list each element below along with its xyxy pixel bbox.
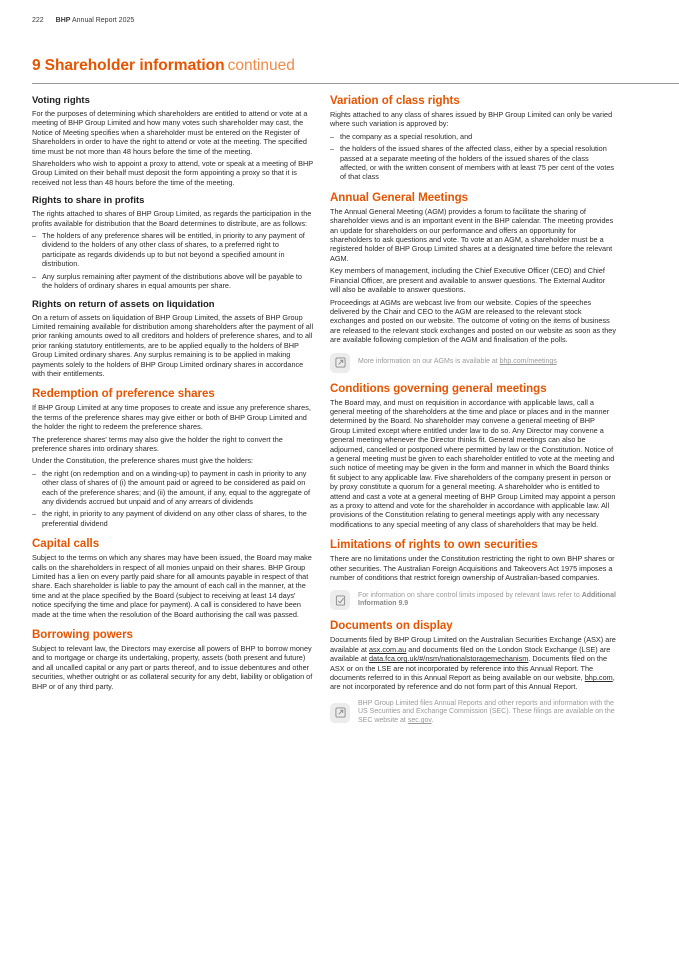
liquidation-heading: Rights on return of assets on liquidation: [32, 298, 215, 310]
sec-note: [330, 700, 616, 726]
capital-calls-heading: Capital calls: [32, 538, 100, 551]
limitations-note-text: For information on share control limits imposed by relevant laws refer to Additional Information 9.9: [358, 591, 616, 608]
borrowing-paragraph: Subject to relevant law, the Directors may exercise all powers of BHP to borrow money and to mortgage or charge its undertaking, property, assets (both present and future) and all uncalled capital or any part or parts thereof, and to issue debentures and other securities, whether outright or as collateral security for any debt, liability or obligation of BHP or of any third party.: [32, 644, 313, 691]
limitations-paragraph: There are no limitations under the Constitution restricting the right to own BHP shares or other securities. The Australian Foreign Acquisitions and Takeovers Act 1975 imposes a number of conditions that restrict foreign ownership of Australian-based companies.: [330, 554, 615, 583]
page-title: [32, 57, 295, 75]
profits-list: [32, 231, 314, 290]
capital-calls-paragraph: Subject to the terms on which any shares may have been issued, the Board may make calls on the shareholders in respect of all monies unpaid on their shares. BHP Group Limited has a lien on every partly paid share for all amounts payable in respect of that share. Each shareholder is liable to pay the amount of each call in the manner, at the time and at the place specified by the Board (subject to receiving at least 14 days' notice specifying the time and place for payment). A call is considered to have been made at the time when the resolution of the Board authorising the call was passed.: [32, 553, 312, 619]
redemption-paragraph-1: If BHP Group Limited at any time proposes to create and issue any preference shares, the terms of the preference shares may give either or both of BHP Group Limited and the holder the right to redeem the preference shares.: [32, 403, 311, 432]
variation-list: [330, 132, 616, 182]
page-header: [32, 17, 134, 24]
limitations-note: [330, 590, 616, 610]
sec-link[interactable]: sec.gov: [407, 717, 432, 725]
liquidation-paragraph: On a return of assets on liquidation of BHP Group Limited, the assets of BHP Group Limited remaining available for distribution among shareholders after the payment of all prior ranking amounts owed to all creditors and holders of preference shares, and to all prior ranking statutory entitlements, are to be applied equally to the holders of BHP Group Limited ordinary shares. Any surplus remaining is to be applied in making payments solely to the holders of BHP Group Limited ordinary shares in accordance with their entitlements.: [32, 312, 314, 378]
voting-rights-paragraph: For the purposes of determining which shareholders are entitled to attend or vote at a meeting of BHP Group Limited and how many votes such shareholder may cast, the Notice of Meeting specifies when a shareholder must be entered on the Register of Shareholders in order to have the right to attend or vote at the meeting. The specified time must be not more than 48 hours before the time of the meeting.: [32, 109, 308, 156]
documents-paragraph: Documents filed by BHP Group Limited on the Australian Securities Exchange (ASX) are available at asx.com.au and documents filed on the London Stock Exchange (LSE) are available at data.fca.org.uk/#/nsm/nationalstoragemechanism. Documents filed on the ASX or on the LSE are not incorporated by reference into this Annual Report. The documents referred to in this Annual Report as being available on our website, bhp.com, are not incorporated by reference and do not form part of this Annual Report.: [330, 635, 616, 692]
voting-rights-heading: Voting rights: [32, 95, 90, 106]
agm-note-text: More information on our AGMs is available at bhp.com/meetings: [358, 358, 557, 366]
conditions-heading: Conditions governing general meetings: [330, 382, 547, 395]
bhp-website-link[interactable]: bhp.com: [584, 673, 613, 683]
list-item: – Any surplus remaining after payment of the distributions above will be payable to the holders of ordinary shares in equal amounts per share.: [32, 272, 314, 291]
asx-link[interactable]: asx.com.au: [368, 644, 407, 654]
brand-name: BHP: [55, 17, 71, 24]
continued-label: continued: [227, 57, 295, 74]
external-link-icon: [330, 703, 350, 723]
conditions-paragraph: The Board may, and must on requisition in accordance with applicable laws, call a general meeting of the shareholders at the time and place or places and in the manner determined by the Board. No shareholder may convene a general meeting of BHP Group Limited except where entitled under law to do so. Any Director may convene a general meeting whenever the Director thinks fit. General meetings can also be adjourned, cancelled or postponed where permitted by law or the Constitution. Notice of a general meeting must be given to each shareholder entitled to vote at the meeting and such notice of meeting may be given in the form and manner in which the Board thinks fit subject to any applicable law. Five shareholders of the company present in person or by proxy constitute a quorum for a general meeting. A shareholder who is entitled to attend and cast a vote at a general meeting of BHP Group Limited may appoint a person as a proxy to attend and vote for the shareholder in accordance with applicable law. All provisions of the Constitution relating to general meetings apply with any necessary modifications to any special meeting of any class of shareholders that may be held.: [330, 397, 616, 529]
agm-paragraph-3: Proceedings at AGMs are webcast live from our website. Copies of the speeches delivered by the Chair and CEO to the AGM are released to the relevant stock exchanges and posted on our website. The outcome of voting on the items of business are released to the relevant stock exchanges and posted on our website as soon as they are available following completion of the AGM and finalisation of the polls.: [330, 297, 616, 345]
documents-heading: Documents on display: [330, 620, 453, 633]
agm-paragraph-1: The Annual General Meeting (AGM) provides a forum to facilitate the sharing of shareholder views and is an important event in the BHP calendar. The meeting provides an update for shareholders on our performance and offers an opportunity for shareholders to ask questions and vote. To vote at an AGM, a shareholder must be a registered holder of BHP Group Limited shares at a designated time before the relevant AGM.: [330, 206, 614, 263]
report-name: Annual Report 2025: [71, 17, 135, 24]
right-column: [330, 93, 616, 736]
agm-paragraph-2: Key members of management, including the Chief Executive Officer (CEO) and Chief Financial Officer, are present and available to answer questions. The External Auditor will also be available to answer questions.: [330, 266, 606, 295]
list-item: – The holders of any preference shares will be entitled, in priority to any payment of dividend to the holders of any other class of shares, to a preferred right to participate as regards dividends up to but not beyond a specified amount in distribution.: [32, 231, 314, 269]
variation-heading: Variation of class rights: [330, 95, 460, 107]
sec-note-text: BHP Group Limited files Annual Reports and other reports and information with the US Securities and Exchange Commission (SEC). These filings are available on the SEC website at sec.gov.: [358, 699, 615, 725]
profits-heading: Rights to share in profits: [32, 195, 145, 207]
additional-info-reference[interactable]: Additional Information 9.9: [358, 591, 616, 608]
section-title: Shareholder information: [44, 57, 225, 74]
list-item: – the holders of the issued shares of the affected class, either by a special resolution passed at a separate meeting of the holders of the issued shares of the class affected, or with the written consent of members with at least 75 per cent of the votes of that class: [330, 144, 616, 182]
list-item: – the company as a special resolution, and: [330, 132, 616, 141]
agm-heading: Annual General Meetings: [330, 191, 469, 204]
fca-nsm-link[interactable]: data.fca.org.uk/#/nsm/nationalstoragemechanism: [368, 654, 529, 664]
borrowing-heading: Borrowing powers: [32, 629, 133, 642]
meetings-link[interactable]: bhp.com/meetings: [499, 358, 557, 366]
section-number: 9: [32, 57, 41, 74]
list-item: – the right (on redemption and on a winding-up) to payment in cash in priority to any other class of shares of (i) the amount paid or agreed to be considered as paid on each of the preference shares; and (ii) the amount, if any, equal to the aggregate of any dividends accrued but unpaid and of any arrears of dividends: [32, 469, 314, 507]
list-item: – the right, in priority to any payment of dividend on any other class of shares, to the preferential dividend: [32, 509, 314, 528]
left-column: [32, 93, 314, 694]
variation-paragraph: Rights attached to any class of shares issued by BHP Group Limited can only be varied where such variation is approved by:: [330, 110, 613, 129]
limitations-heading: Limitations of rights to own securities: [330, 539, 538, 552]
document-check-icon: [330, 590, 350, 610]
proxy-paragraph: Shareholders who wish to appoint a proxy to attend, vote or speak at a meeting of BHP Group Limited on their behalf must deposit the form appointing a proxy so that it is received not less than 48 hours before the time of the meeting.: [32, 159, 313, 187]
external-link-icon: [330, 353, 350, 373]
profits-paragraph: The rights attached to shares of BHP Group Limited, as regards the participation in the profits available for distribution that the Board determines to distribute, are as follows:: [32, 209, 312, 228]
redemption-paragraph-2: The preference shares' terms may also give the holder the right to convert the preference shares into ordinary shares.: [32, 434, 283, 453]
redemption-paragraph-3: Under the Constitution, the preference shares must give the holders:: [32, 456, 254, 466]
page-number: 222: [32, 17, 44, 24]
redemption-list: [32, 469, 314, 528]
redemption-heading: Redemption of preference shares: [32, 388, 215, 401]
title-divider: [32, 83, 679, 84]
agm-note: [330, 353, 616, 373]
